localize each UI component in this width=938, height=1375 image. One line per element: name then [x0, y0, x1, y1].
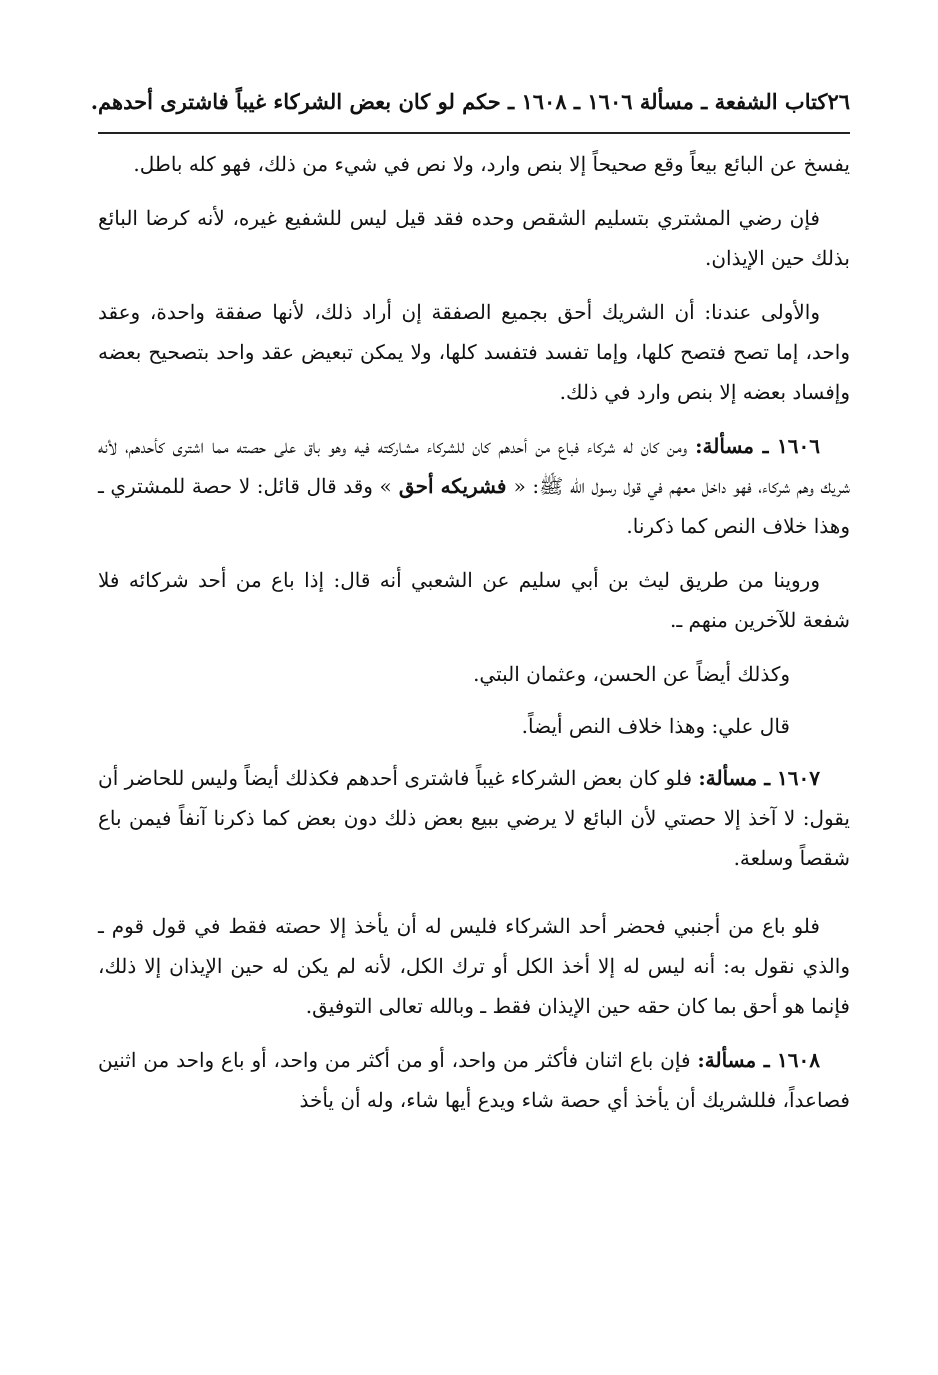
- issue-label: ١٦٠٦ ـ مسألة:: [695, 434, 820, 458]
- paragraph-text: فلو كان بعض الشركاء غيباً فاشترى أحدهم فكذلك أيضاً وليس للحاضر أن يقول: لا آخذ إلا حصتي لأن البائع لا يرضي ببيع بعض ذلك دون بعض كما ذكرنا آنفاً فيمن باع شقصاً وسلعة.: [98, 766, 850, 870]
- running-header: [90, 78, 850, 126]
- paragraph: [98, 706, 850, 746]
- paragraph: [98, 654, 850, 694]
- paragraph-continuation: [98, 144, 850, 184]
- issue-label: ١٦٠٧ ـ مسألة:: [698, 766, 820, 790]
- paragraph: [98, 292, 850, 412]
- paragraph: [98, 198, 850, 278]
- paragraph-text: يفسخ عن البائع بيعاً وقع صحيحاً إلا بنص وارد، ولا نص في شيء من ذلك، فهو كله باطل.: [133, 152, 850, 176]
- header-rule: [98, 132, 850, 134]
- issue-1606: [98, 426, 850, 546]
- paragraph-text: فإن باع اثنان فأكثر من واحد، أو من أكثر من واحد، أو باع واحد من اثنين فصاعداً، فللشريك أن يأخذ أي حصة شاء ويدع أيها شاء، وله أن يأخذ: [98, 1048, 850, 1112]
- paragraph: [98, 906, 850, 1026]
- issue-label: ١٦٠٨ ـ مسألة:: [697, 1048, 820, 1072]
- issue-1608: [98, 1040, 850, 1120]
- book-page: [90, 78, 851, 1134]
- paragraph-text: » وقد قال قائل: لا حصة للمشتري ـ وهذا خلاف النص كما ذكرنا.: [98, 474, 850, 538]
- paragraph-text: ومن كان له شركاء فباع من أحدهم كان للشركاء مشاركته فيه وهو باق على حصته مما اشترى كأحدهم، لأنه شريك وهم شركاء، فهو داخل معهم في قول رسول الله ﷺ: «: [98, 434, 851, 498]
- issue-1607: [98, 758, 850, 878]
- running-header-title: كتاب الشفعة ـ مسألة ١٦٠٦ ـ ١٦٠٨ ـ حكم لو كان بعض الشركاء غيباً فاشترى أحدهم.: [90, 89, 828, 114]
- paragraph-text: وروينا من طريق ليث بن أبي سليم عن الشعبي أنه قال: إذا باع من أحد شركائه فلا شفعة للآخرين منهم ـ.: [98, 568, 850, 632]
- paragraph: [98, 560, 850, 640]
- paragraph-text: والأولى عندنا: أن الشريك أحق بجميع الصفقة إن أراد ذلك، لأنها صفقة واحدة، وعقد واحد، إما تصح فتصح كلها، وإما تفسد فتفسد كلها، ولا يمكن تبعيض عقد واحد بتصحيح بعضه وإفساد بعضه إلا بنص وارد في ذلك.: [98, 300, 850, 404]
- paragraph-text: وكذلك أيضاً عن الحسن، وعثمان البتي.: [473, 662, 790, 686]
- hadith-quote: فشريكه أحق: [391, 474, 514, 498]
- page-number: ٢٦: [827, 89, 850, 114]
- paragraph-text: قال علي: وهذا خلاف النص أيضاً.: [521, 714, 790, 738]
- paragraph-text: فإن رضي المشتري بتسليم الشقص وحده فقد قيل ليس للشفيع غيره، لأنه كرضا البائع بذلك حين الإيذان.: [98, 206, 850, 270]
- paragraph-text: فلو باع من أجنبي فحضر أحد الشركاء فليس له أن يأخذ إلا حصته فقط في قول قوم ـ والذي نقول به: أنه ليس له إلا أخذ الكل أو ترك الكل، لأنه لم يكن له حين الإيذان إلا ذلك، فإنما هو أحق بما كان حقه حين الإيذان فقط ـ وبالله تعالى التوفيق.: [98, 914, 850, 1018]
